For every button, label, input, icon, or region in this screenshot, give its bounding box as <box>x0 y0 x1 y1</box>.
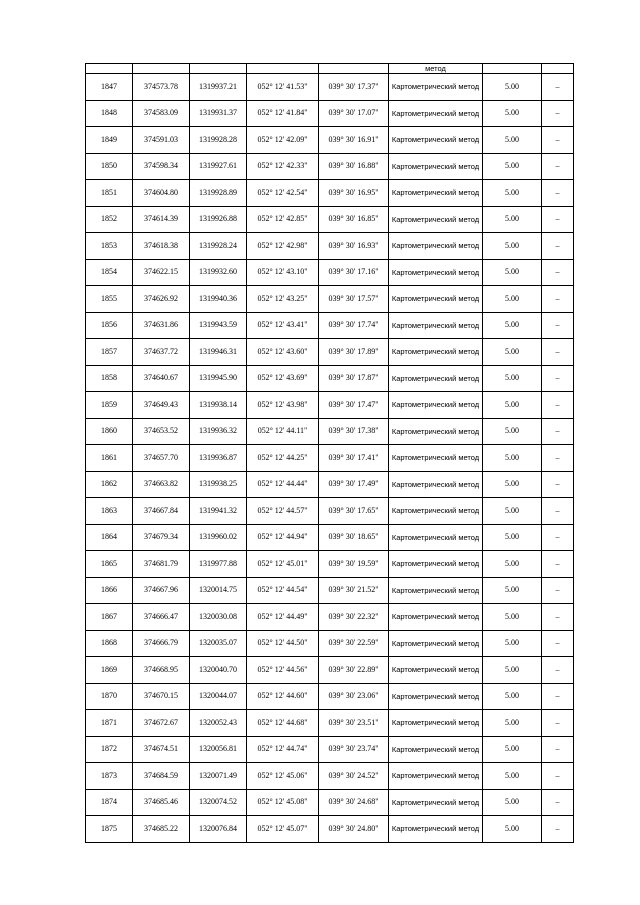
cell-longitude: 039° 30' 18.65" <box>319 524 389 551</box>
cell-x-coordinate: 374649.43 <box>133 392 190 419</box>
cell-point-number: 1856 <box>86 312 133 339</box>
cell-method: Картометрический метод <box>389 312 483 339</box>
table-row <box>86 206 574 233</box>
cell-method: Картометрический метод <box>389 577 483 604</box>
cell-method: Картометрический метод <box>389 471 483 498</box>
cell-point-number: 1849 <box>86 127 133 154</box>
cell-y-coordinate: 1319932.60 <box>190 259 247 286</box>
cell-accuracy: 5.00 <box>483 710 542 737</box>
cell-empty <box>190 64 247 74</box>
cell-note: – <box>542 816 574 843</box>
table-row <box>86 551 574 578</box>
cell-x-coordinate: 374604.80 <box>133 180 190 207</box>
cell-longitude: 039° 30' 17.89" <box>319 339 389 366</box>
continued-row <box>86 64 574 74</box>
cell-point-number: 1854 <box>86 259 133 286</box>
cell-accuracy: 5.00 <box>483 233 542 260</box>
cell-latitude: 052° 12' 42.09" <box>247 127 319 154</box>
cell-latitude: 052° 12' 43.10" <box>247 259 319 286</box>
cell-point-number: 1871 <box>86 710 133 737</box>
cell-method: Картометрический метод <box>389 604 483 631</box>
table-row <box>86 630 574 657</box>
cell-point-number: 1857 <box>86 339 133 366</box>
cell-y-coordinate: 1319945.90 <box>190 365 247 392</box>
cell-point-number: 1868 <box>86 630 133 657</box>
cell-y-coordinate: 1320076.84 <box>190 816 247 843</box>
cell-accuracy: 5.00 <box>483 100 542 127</box>
cell-accuracy: 5.00 <box>483 74 542 101</box>
cell-longitude: 039° 30' 17.16" <box>319 259 389 286</box>
cell-accuracy: 5.00 <box>483 524 542 551</box>
cell-x-coordinate: 374667.84 <box>133 498 190 525</box>
cell-latitude: 052° 12' 42.98" <box>247 233 319 260</box>
cell-y-coordinate: 1319936.87 <box>190 445 247 472</box>
cell-method: Картометрический метод <box>389 418 483 445</box>
table-row <box>86 286 574 313</box>
cell-y-coordinate: 1320052.43 <box>190 710 247 737</box>
cell-y-coordinate: 1320030.08 <box>190 604 247 631</box>
cell-x-coordinate: 374653.52 <box>133 418 190 445</box>
cell-longitude: 039° 30' 16.85" <box>319 206 389 233</box>
table-row <box>86 127 574 154</box>
cell-method: Картометрический метод <box>389 206 483 233</box>
cell-latitude: 052° 12' 44.74" <box>247 736 319 763</box>
cell-accuracy: 5.00 <box>483 471 542 498</box>
cell-point-number: 1862 <box>86 471 133 498</box>
cell-latitude: 052° 12' 44.68" <box>247 710 319 737</box>
cell-point-number: 1861 <box>86 445 133 472</box>
cell-point-number: 1873 <box>86 763 133 790</box>
cell-latitude: 052° 12' 44.54" <box>247 577 319 604</box>
cell-x-coordinate: 374672.67 <box>133 710 190 737</box>
cell-accuracy: 5.00 <box>483 445 542 472</box>
cell-point-number: 1874 <box>86 789 133 816</box>
cell-longitude: 039° 30' 16.91" <box>319 127 389 154</box>
cell-y-coordinate: 1320014.75 <box>190 577 247 604</box>
cell-accuracy: 5.00 <box>483 604 542 631</box>
cell-method: Картометрический метод <box>389 153 483 180</box>
cell-latitude: 052° 12' 42.85" <box>247 206 319 233</box>
cell-accuracy: 5.00 <box>483 206 542 233</box>
cell-latitude: 052° 12' 45.07" <box>247 816 319 843</box>
cell-method: Картометрический метод <box>389 180 483 207</box>
cell-accuracy: 5.00 <box>483 577 542 604</box>
cell-point-number: 1851 <box>86 180 133 207</box>
cell-point-number: 1852 <box>86 206 133 233</box>
table-row <box>86 471 574 498</box>
cell-longitude: 039° 30' 23.74" <box>319 736 389 763</box>
table-row <box>86 657 574 684</box>
cell-method: Картометрический метод <box>389 683 483 710</box>
cell-y-coordinate: 1319927.61 <box>190 153 247 180</box>
cell-accuracy: 5.00 <box>483 683 542 710</box>
cell-accuracy: 5.00 <box>483 127 542 154</box>
cell-longitude: 039° 30' 17.49" <box>319 471 389 498</box>
cell-longitude: 039° 30' 24.68" <box>319 789 389 816</box>
cell-x-coordinate: 374679.34 <box>133 524 190 551</box>
cell-longitude: 039° 30' 22.59" <box>319 630 389 657</box>
cell-y-coordinate: 1319940.36 <box>190 286 247 313</box>
table-body <box>86 64 574 843</box>
cell-point-number: 1865 <box>86 551 133 578</box>
cell-note: – <box>542 153 574 180</box>
cell-point-number: 1875 <box>86 816 133 843</box>
cell-latitude: 052° 12' 41.53" <box>247 74 319 101</box>
cell-latitude: 052° 12' 44.94" <box>247 524 319 551</box>
cell-note: – <box>542 127 574 154</box>
cell-method: Картометрический метод <box>389 100 483 127</box>
cell-method: Картометрический метод <box>389 498 483 525</box>
cell-point-number: 1869 <box>86 657 133 684</box>
cell-x-coordinate: 374681.79 <box>133 551 190 578</box>
cell-empty <box>319 64 389 74</box>
cell-latitude: 052° 12' 44.56" <box>247 657 319 684</box>
table-row <box>86 180 574 207</box>
cell-longitude: 039° 30' 19.59" <box>319 551 389 578</box>
table-row <box>86 100 574 127</box>
cell-latitude: 052° 12' 44.50" <box>247 630 319 657</box>
cell-note: – <box>542 630 574 657</box>
table-row <box>86 339 574 366</box>
cell-method: Картометрический метод <box>389 551 483 578</box>
table-row <box>86 710 574 737</box>
cell-empty <box>483 64 542 74</box>
cell-y-coordinate: 1319928.24 <box>190 233 247 260</box>
cell-point-number: 1867 <box>86 604 133 631</box>
cell-accuracy: 5.00 <box>483 657 542 684</box>
cell-longitude: 039° 30' 24.52" <box>319 763 389 790</box>
cell-accuracy: 5.00 <box>483 365 542 392</box>
cell-point-number: 1850 <box>86 153 133 180</box>
cell-y-coordinate: 1319941.32 <box>190 498 247 525</box>
cell-y-coordinate: 1319926.88 <box>190 206 247 233</box>
cell-x-coordinate: 374666.47 <box>133 604 190 631</box>
cell-y-coordinate: 1319931.37 <box>190 100 247 127</box>
table-row <box>86 816 574 843</box>
cell-note: – <box>542 392 574 419</box>
cell-x-coordinate: 374685.46 <box>133 789 190 816</box>
cell-method: Картометрический метод <box>389 657 483 684</box>
cell-x-coordinate: 374640.67 <box>133 365 190 392</box>
cell-latitude: 052° 12' 44.60" <box>247 683 319 710</box>
table-row <box>86 498 574 525</box>
table-row <box>86 577 574 604</box>
table-row <box>86 604 574 631</box>
cell-latitude: 052° 12' 43.69" <box>247 365 319 392</box>
cell-note: – <box>542 683 574 710</box>
cell-y-coordinate: 1319928.28 <box>190 127 247 154</box>
cell-latitude: 052° 12' 45.08" <box>247 789 319 816</box>
cell-latitude: 052° 12' 41.84" <box>247 100 319 127</box>
cell-method: Картометрический метод <box>389 392 483 419</box>
cell-note: – <box>542 259 574 286</box>
table-row <box>86 259 574 286</box>
cell-longitude: 039° 30' 22.89" <box>319 657 389 684</box>
cell-x-coordinate: 374674.51 <box>133 736 190 763</box>
table-row <box>86 763 574 790</box>
cell-latitude: 052° 12' 44.44" <box>247 471 319 498</box>
cell-longitude: 039° 30' 16.88" <box>319 153 389 180</box>
cell-longitude: 039° 30' 17.07" <box>319 100 389 127</box>
cell-longitude: 039° 30' 23.06" <box>319 683 389 710</box>
cell-note: – <box>542 312 574 339</box>
cell-point-number: 1863 <box>86 498 133 525</box>
cell-empty <box>247 64 319 74</box>
cell-note: – <box>542 445 574 472</box>
cell-point-number: 1864 <box>86 524 133 551</box>
cell-longitude: 039° 30' 17.41" <box>319 445 389 472</box>
cell-latitude: 052° 12' 44.25" <box>247 445 319 472</box>
cell-latitude: 052° 12' 43.60" <box>247 339 319 366</box>
cell-note: – <box>542 365 574 392</box>
cell-y-coordinate: 1320074.52 <box>190 789 247 816</box>
cell-method: Картометрический метод <box>389 763 483 790</box>
table-row <box>86 392 574 419</box>
cell-x-coordinate: 374668.95 <box>133 657 190 684</box>
cell-longitude: 039° 30' 21.52" <box>319 577 389 604</box>
cell-method: Картометрический метод <box>389 339 483 366</box>
cell-note: – <box>542 657 574 684</box>
cell-method: Картометрический метод <box>389 365 483 392</box>
cell-accuracy: 5.00 <box>483 286 542 313</box>
cell-point-number: 1848 <box>86 100 133 127</box>
document-page <box>85 63 573 843</box>
cell-longitude: 039° 30' 17.87" <box>319 365 389 392</box>
cell-x-coordinate: 374666.79 <box>133 630 190 657</box>
cell-x-coordinate: 374631.86 <box>133 312 190 339</box>
cell-accuracy: 5.00 <box>483 312 542 339</box>
cell-x-coordinate: 374657.70 <box>133 445 190 472</box>
cell-note: – <box>542 233 574 260</box>
cell-method: Картометрический метод <box>389 445 483 472</box>
table-row <box>86 365 574 392</box>
cell-latitude: 052° 12' 44.57" <box>247 498 319 525</box>
cell-method: Картометрический метод <box>389 233 483 260</box>
cell-point-number: 1870 <box>86 683 133 710</box>
cell-x-coordinate: 374667.96 <box>133 577 190 604</box>
cell-longitude: 039° 30' 17.47" <box>319 392 389 419</box>
cell-point-number: 1859 <box>86 392 133 419</box>
cell-latitude: 052° 12' 45.06" <box>247 763 319 790</box>
cell-y-coordinate: 1319960.02 <box>190 524 247 551</box>
cell-note: – <box>542 524 574 551</box>
table-row <box>86 524 574 551</box>
table-row <box>86 683 574 710</box>
coordinates-table <box>85 63 574 843</box>
cell-note: – <box>542 180 574 207</box>
cell-method: Картометрический метод <box>389 127 483 154</box>
table-row <box>86 789 574 816</box>
table-row <box>86 736 574 763</box>
cell-longitude: 039° 30' 16.93" <box>319 233 389 260</box>
cell-accuracy: 5.00 <box>483 339 542 366</box>
cell-method: Картометрический метод <box>389 259 483 286</box>
cell-note: – <box>542 604 574 631</box>
cell-x-coordinate: 374614.39 <box>133 206 190 233</box>
cell-note: – <box>542 206 574 233</box>
cell-y-coordinate: 1320035.07 <box>190 630 247 657</box>
cell-x-coordinate: 374637.72 <box>133 339 190 366</box>
cell-method: Картометрический метод <box>389 736 483 763</box>
cell-y-coordinate: 1319938.14 <box>190 392 247 419</box>
cell-point-number: 1847 <box>86 74 133 101</box>
cell-note: – <box>542 736 574 763</box>
cell-y-coordinate: 1319936.32 <box>190 418 247 445</box>
cell-x-coordinate: 374685.22 <box>133 816 190 843</box>
cell-y-coordinate: 1320040.70 <box>190 657 247 684</box>
cell-accuracy: 5.00 <box>483 180 542 207</box>
cell-x-coordinate: 374622.15 <box>133 259 190 286</box>
cell-point-number: 1855 <box>86 286 133 313</box>
cell-x-coordinate: 374663.82 <box>133 471 190 498</box>
cell-y-coordinate: 1319928.89 <box>190 180 247 207</box>
cell-latitude: 052° 12' 42.54" <box>247 180 319 207</box>
cell-accuracy: 5.00 <box>483 418 542 445</box>
cell-note: – <box>542 551 574 578</box>
cell-note: – <box>542 74 574 101</box>
cell-point-number: 1858 <box>86 365 133 392</box>
cell-method: Картометрический метод <box>389 816 483 843</box>
cell-note: – <box>542 789 574 816</box>
cell-latitude: 052° 12' 42.33" <box>247 153 319 180</box>
cell-x-coordinate: 374598.34 <box>133 153 190 180</box>
cell-longitude: 039° 30' 22.32" <box>319 604 389 631</box>
cell-latitude: 052° 12' 43.41" <box>247 312 319 339</box>
table-row <box>86 418 574 445</box>
cell-longitude: 039° 30' 24.80" <box>319 816 389 843</box>
table-row <box>86 445 574 472</box>
cell-y-coordinate: 1319937.21 <box>190 74 247 101</box>
cell-y-coordinate: 1319943.59 <box>190 312 247 339</box>
cell-method: Картометрический метод <box>389 74 483 101</box>
cell-empty <box>86 64 133 74</box>
cell-empty <box>133 64 190 74</box>
table-row <box>86 312 574 339</box>
cell-note: – <box>542 710 574 737</box>
cell-point-number: 1866 <box>86 577 133 604</box>
cell-note: – <box>542 286 574 313</box>
cell-x-coordinate: 374684.59 <box>133 763 190 790</box>
cell-y-coordinate: 1319946.31 <box>190 339 247 366</box>
cell-longitude: 039° 30' 17.74" <box>319 312 389 339</box>
table-row <box>86 74 574 101</box>
cell-latitude: 052° 12' 43.25" <box>247 286 319 313</box>
cell-x-coordinate: 374591.03 <box>133 127 190 154</box>
cell-accuracy: 5.00 <box>483 630 542 657</box>
cell-longitude: 039° 30' 17.37" <box>319 74 389 101</box>
cell-x-coordinate: 374583.09 <box>133 100 190 127</box>
cell-accuracy: 5.00 <box>483 153 542 180</box>
cell-x-coordinate: 374573.78 <box>133 74 190 101</box>
table-row <box>86 233 574 260</box>
cell-x-coordinate: 374670.15 <box>133 683 190 710</box>
cell-longitude: 039° 30' 23.51" <box>319 710 389 737</box>
cell-point-number: 1853 <box>86 233 133 260</box>
cell-note: – <box>542 418 574 445</box>
cell-empty <box>542 64 574 74</box>
cell-y-coordinate: 1319938.25 <box>190 471 247 498</box>
cell-method-tail: метод <box>389 64 483 74</box>
cell-latitude: 052° 12' 43.98" <box>247 392 319 419</box>
cell-y-coordinate: 1320056.81 <box>190 736 247 763</box>
cell-accuracy: 5.00 <box>483 763 542 790</box>
cell-accuracy: 5.00 <box>483 498 542 525</box>
cell-longitude: 039° 30' 16.95" <box>319 180 389 207</box>
cell-y-coordinate: 1319977.88 <box>190 551 247 578</box>
cell-latitude: 052° 12' 44.49" <box>247 604 319 631</box>
cell-note: – <box>542 339 574 366</box>
cell-y-coordinate: 1320044.07 <box>190 683 247 710</box>
cell-method: Картометрический метод <box>389 710 483 737</box>
cell-method: Картометрический метод <box>389 630 483 657</box>
cell-accuracy: 5.00 <box>483 392 542 419</box>
cell-note: – <box>542 100 574 127</box>
cell-longitude: 039° 30' 17.38" <box>319 418 389 445</box>
cell-accuracy: 5.00 <box>483 736 542 763</box>
cell-note: – <box>542 763 574 790</box>
cell-accuracy: 5.00 <box>483 789 542 816</box>
cell-latitude: 052° 12' 45.01" <box>247 551 319 578</box>
cell-point-number: 1872 <box>86 736 133 763</box>
cell-accuracy: 5.00 <box>483 551 542 578</box>
cell-note: – <box>542 471 574 498</box>
cell-method: Картометрический метод <box>389 286 483 313</box>
cell-accuracy: 5.00 <box>483 816 542 843</box>
cell-y-coordinate: 1320071.49 <box>190 763 247 790</box>
cell-note: – <box>542 577 574 604</box>
cell-note: – <box>542 498 574 525</box>
cell-point-number: 1860 <box>86 418 133 445</box>
cell-longitude: 039° 30' 17.57" <box>319 286 389 313</box>
cell-latitude: 052° 12' 44.11" <box>247 418 319 445</box>
cell-method: Картометрический метод <box>389 789 483 816</box>
cell-method: Картометрический метод <box>389 524 483 551</box>
cell-x-coordinate: 374626.92 <box>133 286 190 313</box>
table-row <box>86 153 574 180</box>
cell-accuracy: 5.00 <box>483 259 542 286</box>
cell-x-coordinate: 374618.38 <box>133 233 190 260</box>
cell-longitude: 039° 30' 17.65" <box>319 498 389 525</box>
